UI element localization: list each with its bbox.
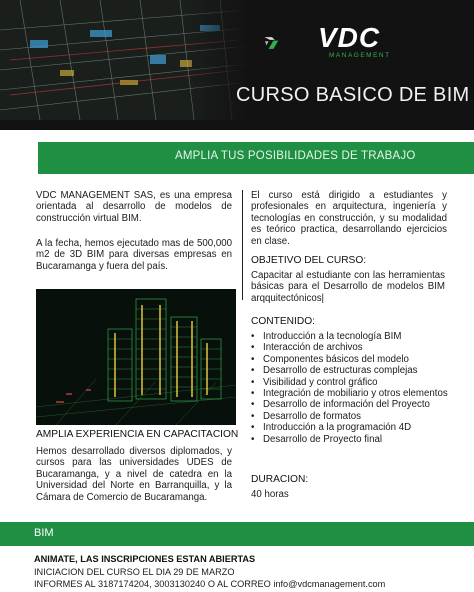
experience-heading: AMPLIA EXPERIENCIA EN CAPACITACION xyxy=(36,429,239,440)
header-banner xyxy=(0,0,474,130)
list-item-label: Desarrollo de Proyecto final xyxy=(263,433,382,445)
list-item-label: Introducción a la tecnología BIM xyxy=(263,331,402,342)
bullet-icon: • xyxy=(251,376,255,388)
bullet-icon: • xyxy=(251,433,255,445)
footer-label: BIM xyxy=(34,527,54,539)
company-achievements: A la fecha, hemos ejecutado mas de 500,000 m2 de 3D BIM para diversas empresas en Bucaramanga y fuera del país. xyxy=(36,238,232,272)
logo-text: VDC xyxy=(318,22,381,53)
objective-text: Capacitar al estudiante con las herramientas básicas para el Desarrollo de modelos BIM arqquitectónicos| xyxy=(251,270,445,304)
page-title: CURSO BASICO DE BIM xyxy=(236,84,470,106)
bullet-icon: • xyxy=(251,331,255,342)
logo-subtitle: MANAGEMENT xyxy=(329,52,391,59)
course-audience: El curso está dirigido a estudiantes y profesionales en arquitectura, ingeniería y tecnologías en construcción, y su modalidad es teórico practica, desarrollando ejercicios en clase. xyxy=(251,190,447,247)
list-item-label: Introducción a la programación 4D xyxy=(263,422,412,434)
footer-band xyxy=(0,522,474,546)
list-item-label: Componentes básicos del modelo xyxy=(263,353,409,365)
list-item xyxy=(251,422,451,433)
list-item xyxy=(251,399,451,410)
logo-mark-icon xyxy=(263,20,315,66)
duration-heading: DURACION: xyxy=(251,474,309,485)
bullet-icon: • xyxy=(251,410,255,422)
content-heading: CONTENIDO: xyxy=(251,316,315,327)
bullet-icon: • xyxy=(251,399,255,411)
list-item xyxy=(251,434,451,445)
bim-model-image xyxy=(0,0,248,120)
list-item-label: Desarrollo de formatos xyxy=(263,410,361,422)
list-item xyxy=(251,377,451,388)
list-item xyxy=(251,411,451,422)
list-item xyxy=(251,331,451,342)
contact-info: INFORMES AL 3187174204, 3003130240 O AL CORREO info@vdcmanagement.com xyxy=(34,579,386,589)
objective-heading: OBJETIVO DEL CURSO: xyxy=(251,255,367,266)
list-item xyxy=(251,342,451,353)
bullet-icon: • xyxy=(251,353,255,365)
list-item xyxy=(251,388,451,399)
start-date: INICIACION DEL CURSO EL DIA 29 DE MARZO xyxy=(34,567,235,577)
bullet-icon: • xyxy=(251,422,255,434)
content-list xyxy=(251,331,451,445)
list-item-label: Integración de mobiliario y otros elementos xyxy=(263,388,448,400)
list-item-label: Visibilidad y control gráfico xyxy=(263,376,378,388)
experience-text: Hemos desarrollado diversos diplomados, y cursos para las universidades UDES de Bucaramanga, y a nivel de catedra en la Universidad del Norte en Barranquilla, y la Cámara de Comercio de Bucaramanga. xyxy=(36,446,232,503)
bullet-icon: • xyxy=(251,365,255,377)
registration-callout: ANIMATE, LAS INSCRIPCIONES ESTAN ABIERTAS xyxy=(34,554,256,564)
duration-value: 40 horas xyxy=(251,489,289,500)
bullet-icon: • xyxy=(251,342,255,354)
bullet-icon: • xyxy=(251,388,255,400)
column-divider xyxy=(242,190,243,300)
building-render-image xyxy=(36,289,236,425)
company-intro: VDC MANAGEMENT SAS, es una empresa orientada al desarrollo de modelos de construcción virtual BIM. xyxy=(36,190,232,224)
list-item xyxy=(251,354,451,365)
tagline-text: AMPLIA TUS POSIBILIDADES DE TRABAJO xyxy=(175,150,416,162)
list-item-label: Desarrollo de estructuras complejas xyxy=(263,365,418,377)
list-item xyxy=(251,365,451,376)
list-item-label: Desarrollo de información del Proyecto xyxy=(263,399,430,411)
list-item-label: Interacción de archivos xyxy=(263,342,363,354)
